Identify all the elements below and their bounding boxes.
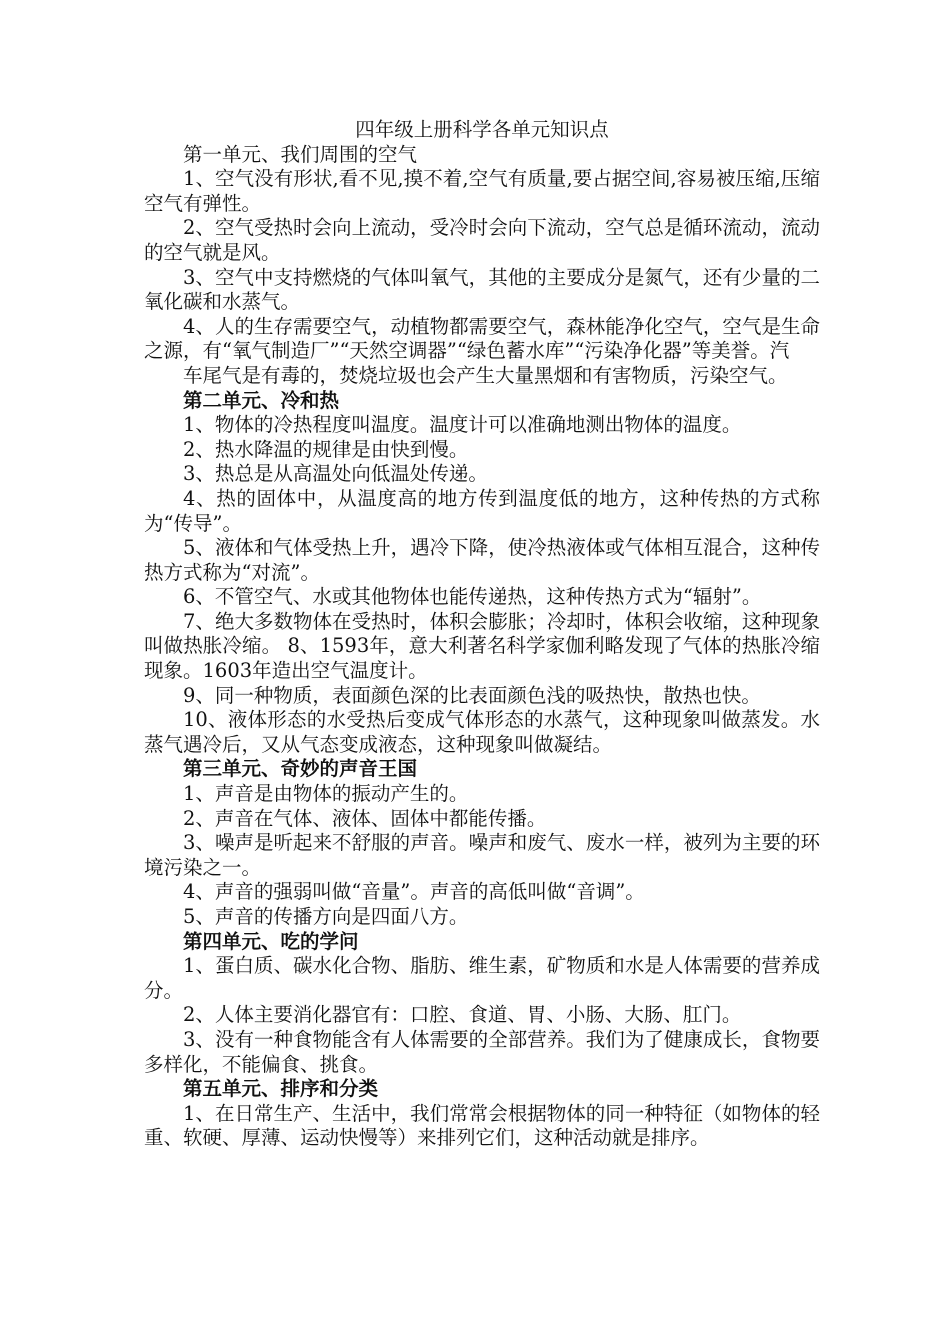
document-page bbox=[144, 118, 820, 1151]
paragraph: 9、同一种物质，表面颜色深的比表面颜色浅的吸热快，散热也快。 bbox=[183, 683, 761, 707]
document-title: 四年级上册科学各单元知识点 bbox=[355, 118, 609, 141]
paragraph: 1、蛋白质、碳水化合物、脂肪、维生素，矿物质和水是人体需要的营养成分。 bbox=[144, 954, 820, 1002]
paragraph: 5、液体和气体受热上升，遇冷下降，使冷热液体或气体相互混合，这种传热方式称为“对流”。 bbox=[144, 536, 820, 584]
paragraph: 4、声音的强弱叫做“音量”。声音的高低叫做“音调”。 bbox=[183, 880, 645, 904]
paragraph: 2、空气受热时会向上流动，受冷时会向下流动，空气总是循环流动，流动的空气就是风。 bbox=[144, 216, 820, 264]
section-heading: 第一单元、我们周围的空气 bbox=[183, 142, 418, 166]
section-unit-1 bbox=[144, 143, 820, 389]
paragraph: 1、在日常生产、生活中，我们常常会根据物体的同一种特征（如物体的轻重、软硬、厚薄、运动快慢等）来排列它们，这种活动就是排序。 bbox=[144, 1101, 820, 1150]
section-heading: 第五单元、排序和分类 bbox=[183, 1077, 379, 1101]
paragraph: 4、人的生存需要空气，动植物都需要空气，森林能净化空气，空气是生命之源，有“氧气制造厂”“天然空调器”“绿色蓄水库”“污染净化器”等美誉。汽 bbox=[144, 314, 820, 363]
section-unit-2 bbox=[144, 389, 820, 758]
paragraph: 3、没有一种食物能含有人体需要的全部营养。我们为了健康成长，食物要多样化，不能偏食、挑食。 bbox=[144, 1027, 820, 1076]
section-unit-3 bbox=[144, 757, 820, 929]
paragraph: 车尾气是有毒的，焚烧垃圾也会产生大量黑烟和有害物质，污染空气。 bbox=[183, 363, 788, 387]
section-heading: 第四单元、吃的学问 bbox=[183, 929, 359, 953]
paragraph: 2、人体主要消化器官有：口腔、食道、胃、小肠、大肠、肛门。 bbox=[183, 1003, 742, 1027]
paragraph: 1、声音是由物体的振动产生的。 bbox=[183, 782, 469, 806]
paragraph: 3、热总是从高温处向低温处传递。 bbox=[183, 462, 488, 486]
paragraph: 1、空气没有形状,看不见,摸不着,空气有质量,要占据空间,容易被压缩,压缩空气有弹性。 bbox=[144, 167, 820, 215]
paragraph: 2、声音在气体、液体、固体中都能传播。 bbox=[183, 806, 547, 830]
paragraph: 6、不管空气、水或其他物体也能传递热，这种传热方式为“辐射”。 bbox=[183, 585, 762, 609]
section-unit-5 bbox=[144, 1077, 820, 1151]
paragraph: 3、噪声是听起来不舒服的声音。噪声和废气、废水一样，被列为主要的环境污染之一。 bbox=[144, 831, 820, 879]
section-heading: 第二单元、冷和热 bbox=[183, 388, 340, 412]
paragraph: 1、物体的冷热程度叫温度。温度计可以准确地测出物体的温度。 bbox=[183, 413, 742, 437]
paragraph: 2、热水降温的规律是由快到慢。 bbox=[183, 437, 469, 461]
section-heading: 第三单元、奇妙的声音王国 bbox=[183, 757, 418, 781]
section-unit-4 bbox=[144, 930, 820, 1078]
paragraph: 7、绝大多数物体在受热时，体积会膨胀；冷却时，体积会收缩，这种现象叫做热胀冷缩。 8、1593年，意大利著名科学家伽利略发现了气体的热胀冷缩现象。1603年造出空气温度计。 bbox=[144, 609, 820, 683]
paragraph: 5、声音的传播方向是四面八方。 bbox=[183, 905, 469, 928]
paragraph: 10、液体形态的水受热后变成气体形态的水蒸气，这种现象叫做蒸发。水蒸气遇冷后，又从气态变成液态，这种现象叫做凝结。 bbox=[144, 708, 820, 756]
paragraph: 3、空气中支持燃烧的气体叫氧气，其他的主要成分是氮气，还有少量的二氧化碳和水蒸气。 bbox=[144, 265, 820, 314]
paragraph: 4、热的固体中，从温度高的地方传到温度低的地方，这种传热的方式称为“传导”。 bbox=[144, 486, 820, 535]
